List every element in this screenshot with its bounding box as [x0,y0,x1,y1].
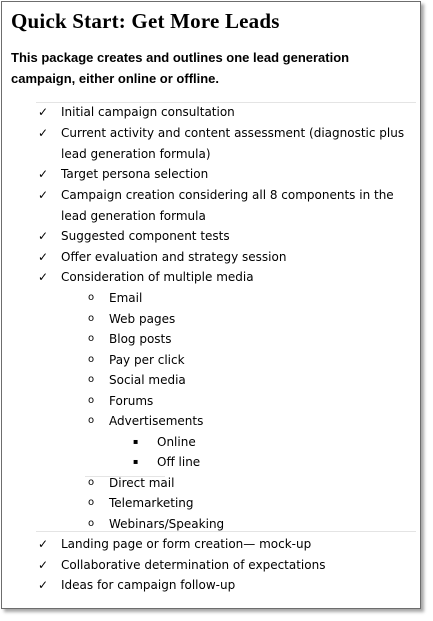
circle-bullet-icon: o [88,518,95,529]
circle-bullet-icon: o [88,354,95,365]
list-item-text: Collaborative determination of expectations [61,558,326,572]
checkmark-icon: ✓ [38,578,49,592]
checkmark-icon: ✓ [38,229,49,243]
checkmark-icon: ✓ [38,558,49,572]
sub-list-item-text: Email [109,291,143,305]
square-bullet-icon: ▪ [133,437,139,446]
circle-bullet-icon: o [88,374,95,385]
circle-bullet-icon: o [88,497,95,508]
sub-list-item-text: Advertisements [109,414,204,428]
checkmark-icon: ✓ [38,105,49,119]
circle-bullet-icon: o [88,395,95,406]
square-bullet-icon: ▪ [133,457,139,466]
checkmark-icon: ✓ [38,167,49,181]
list-item-text: Consideration of multiple media [61,270,254,284]
checkmark-icon: ✓ [38,270,49,284]
sub-list-item-text: Forums [109,394,154,408]
sub-list-item-text: Telemarketing [109,496,194,510]
sub-sub-list-item-text: Off line [157,455,201,469]
list-item-text: Campaign creation considering all 8 components in the lead generation formula [61,188,394,223]
sub-list-item-text: Direct mail [109,476,175,490]
circle-bullet-icon: o [88,477,95,488]
sub-list-item-text: Web pages [109,312,176,326]
page-title: Quick Start: Get More Leads [11,9,280,33]
list-item-text: Landing page or form creation— mock-up [61,537,312,551]
sub-list-item-text: Webinars/Speaking [109,517,225,531]
sub-list-item-text: Social media [109,373,186,387]
package-card [1,1,421,609]
list-item-text: Initial campaign consultation [61,105,235,119]
list-item-text: Target persona selection [61,167,209,181]
checkmark-icon: ✓ [38,537,49,551]
checkmark-icon: ✓ [38,126,49,140]
sub-list-item-text: Blog posts [109,332,172,346]
circle-bullet-icon: o [88,415,95,426]
sub-list-item-text: Pay per click [109,353,185,367]
package-description: This package creates and outlines one lead generation campaign, either online or offline. [11,50,350,86]
checkmark-icon: ✓ [38,250,49,264]
sub-sub-list-item-text: Online [157,435,196,449]
circle-bullet-icon: o [88,313,95,324]
checkmark-icon: ✓ [38,188,49,202]
list-item-text: Suggested component tests [61,229,230,243]
circle-bullet-icon: o [88,333,95,344]
circle-bullet-icon: o [88,292,95,303]
list-item-text: Ideas for campaign follow-up [61,578,236,592]
list-item-text: Offer evaluation and strategy session [61,250,287,264]
list-item-text: Current activity and content assessment (diagnostic plus lead generation formula) [61,126,405,161]
